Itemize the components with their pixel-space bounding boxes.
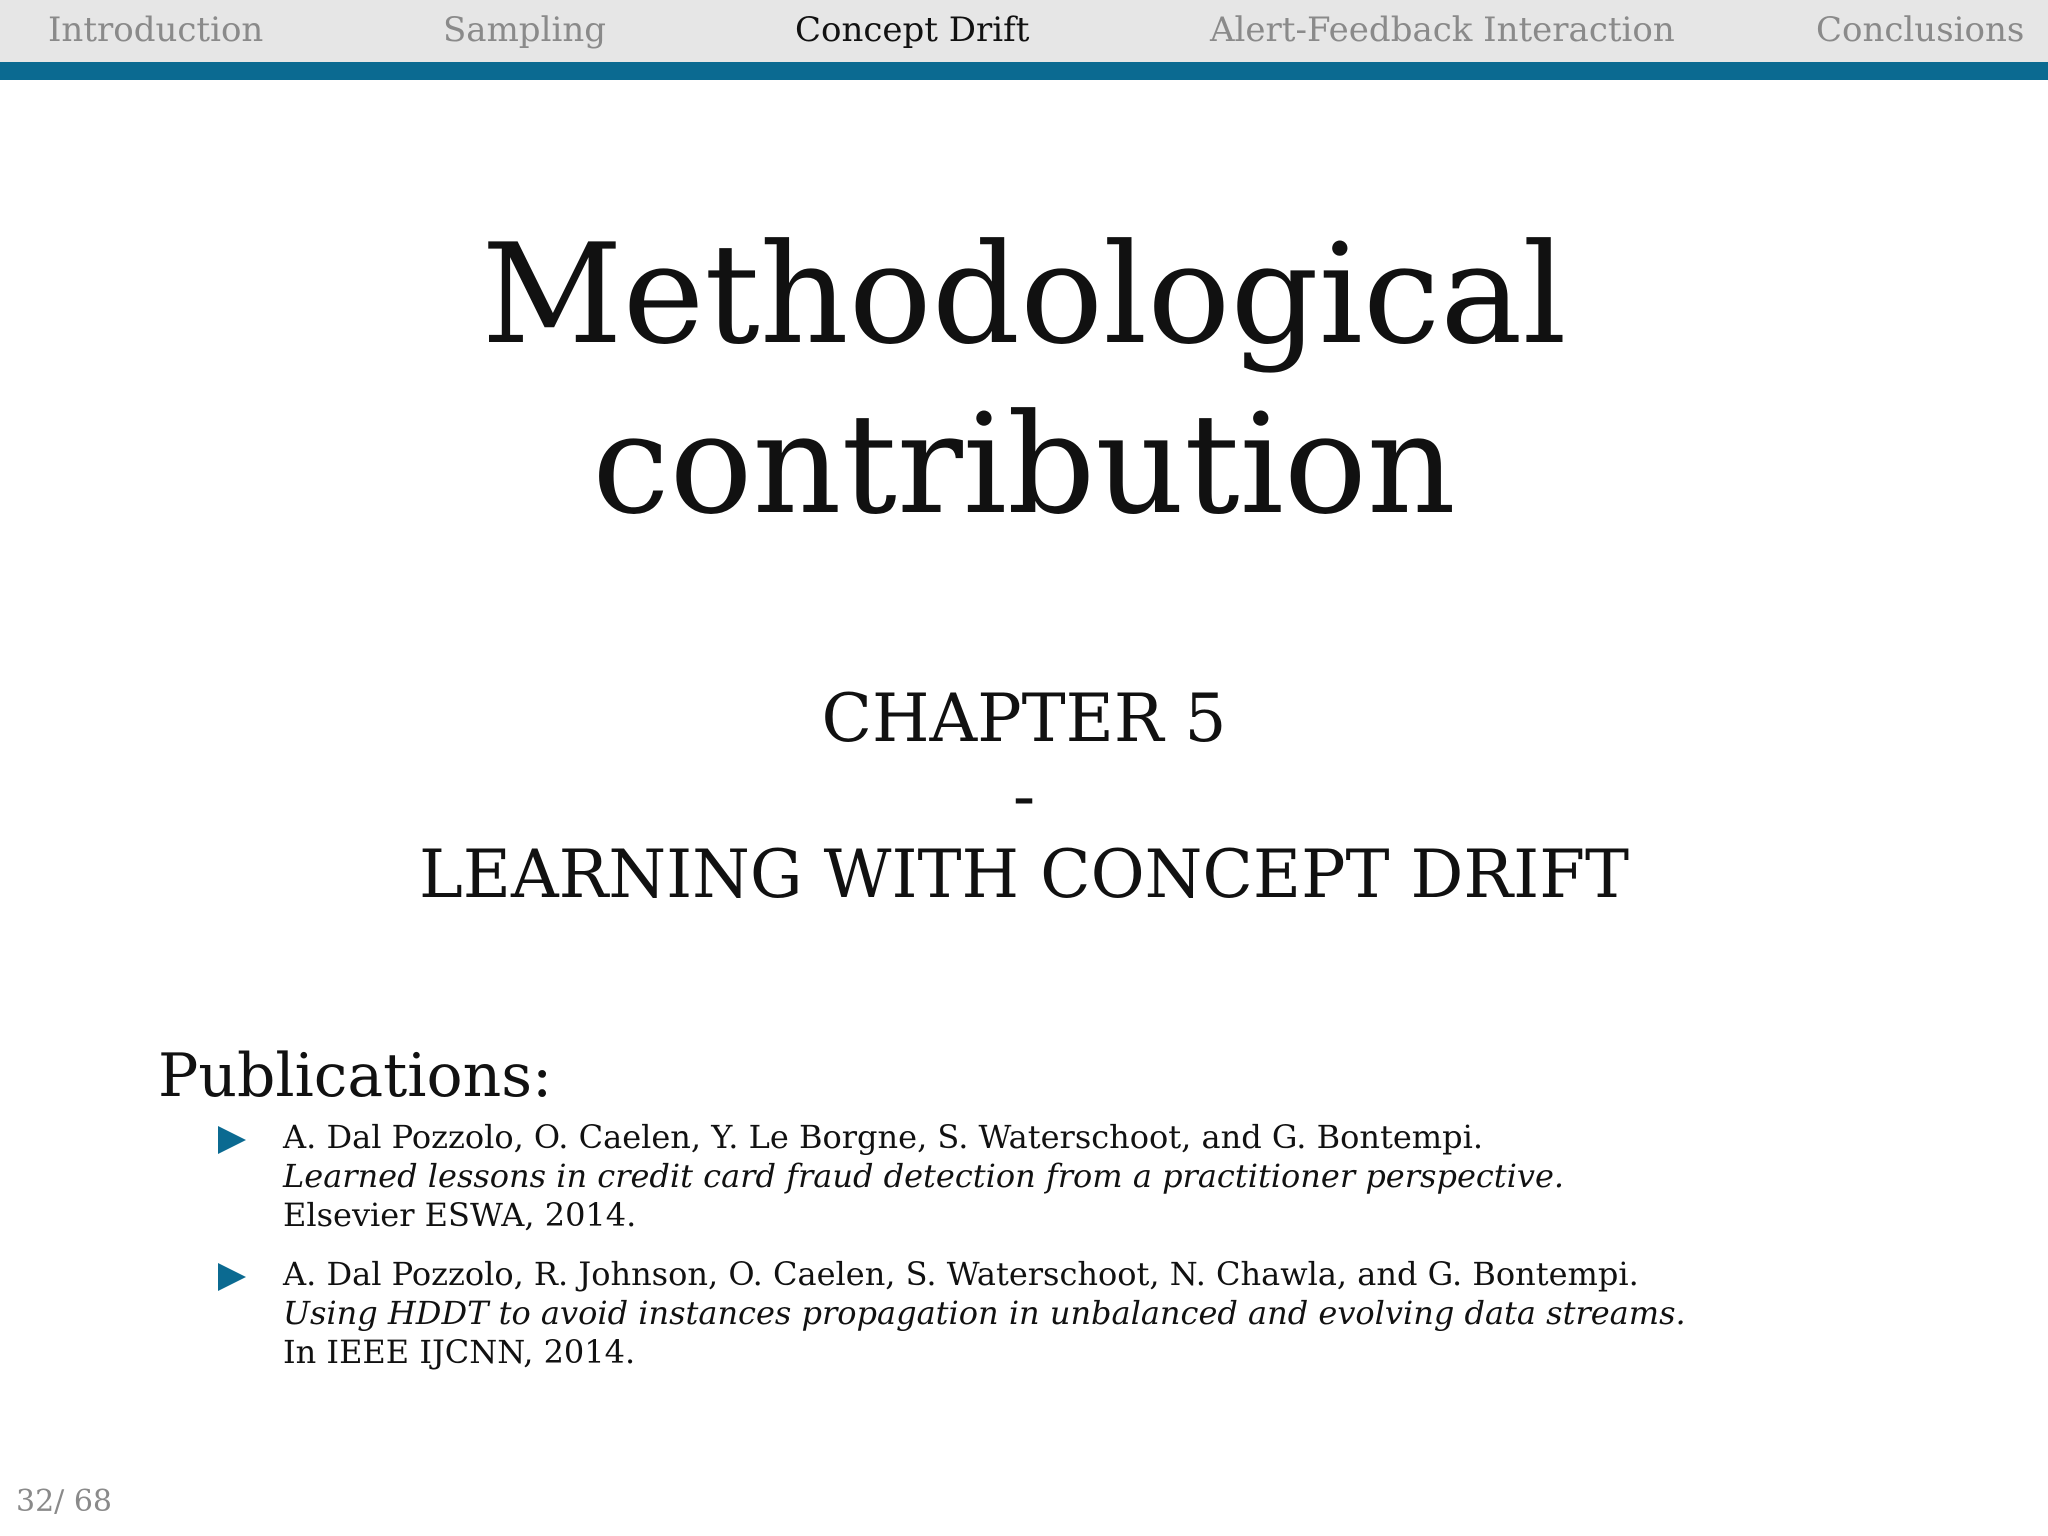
publication-title: Learned lessons in credit card fraud detection from a practitioner perspective. [283,1157,1565,1195]
publications-list [218,1118,1918,1392]
publication-title: Using HDDT to avoid instances propagation in unbalanced and evolving data streams. [283,1294,1686,1332]
publication-item [218,1118,1918,1235]
triangle-bullet-icon [218,1126,246,1154]
publication-venue: Elsevier ESWA, 2014. [283,1196,637,1234]
page-number: 32/ 68 [16,1484,112,1519]
chapter-number: CHAPTER 5 [821,680,1227,757]
chapter-name: LEARNING WITH CONCEPT DRIFT [418,836,1630,913]
triangle-bullet-icon [218,1263,246,1291]
publication-authors: A. Dal Pozzolo, O. Caelen, Y. Le Borgne, S. Waterschoot, and G. Bontempi. [283,1118,1484,1156]
nav-sampling[interactable]: Sampling [443,10,606,50]
nav-accent-bar [0,62,2048,80]
slide-title-line2: contribution [592,384,1456,545]
nav-conclusions[interactable]: Conclusions [1816,10,2025,50]
nav-concept-drift[interactable]: Concept Drift [795,10,1030,50]
publications-heading: Publications: [158,1041,553,1111]
slide-title [0,210,2048,550]
nav-introduction[interactable]: Introduction [48,10,264,50]
nav-alert-feedback-interaction[interactable]: Alert-Feedback Interaction [1210,10,1675,50]
chapter-separator: - [1012,758,1036,835]
publication-authors: A. Dal Pozzolo, R. Johnson, O. Caelen, S. Waterschoot, N. Chawla, and G. Bontempi. [283,1255,1639,1293]
slide-title-line1: Methodological [481,214,1567,375]
publication-item [218,1255,1918,1372]
publication-venue: In IEEE IJCNN, 2014. [283,1333,636,1371]
chapter-heading [0,680,2048,914]
section-navigation [0,0,2048,62]
